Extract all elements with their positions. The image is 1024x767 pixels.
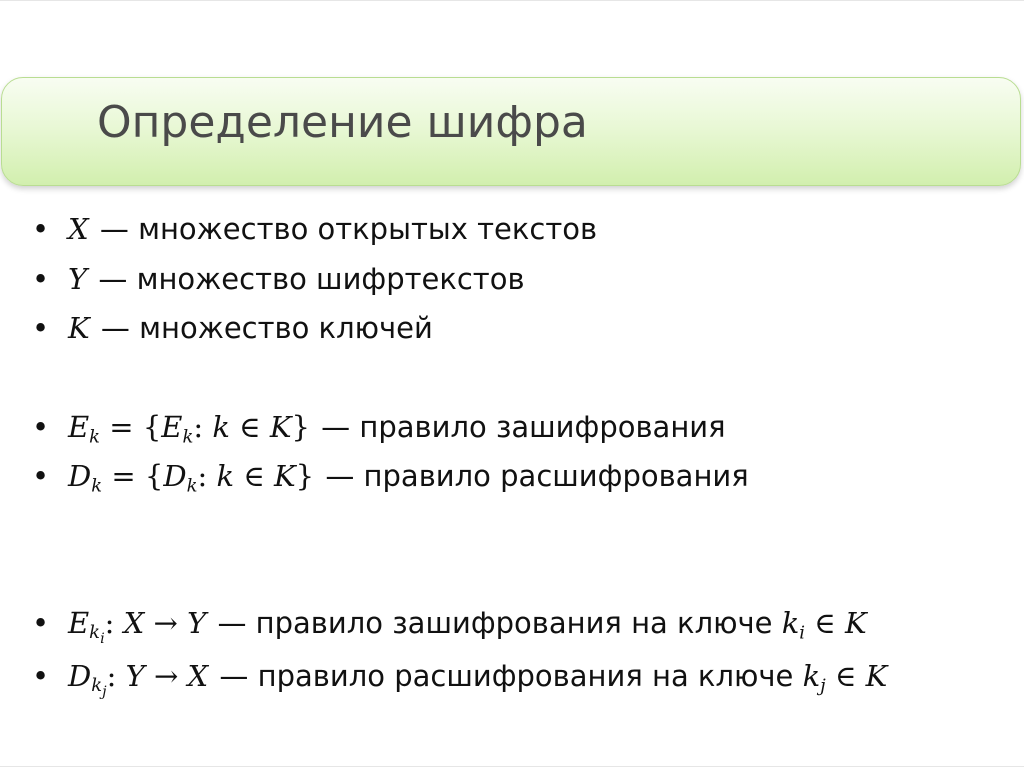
math-symbol: X [187, 659, 209, 693]
math-symbol: K [865, 659, 888, 693]
math-brace: { [142, 410, 162, 444]
math-symbol: E [161, 410, 183, 444]
math-symbol: K [68, 311, 90, 345]
math-operator: = [109, 410, 134, 444]
math-subscript: k [91, 475, 103, 497]
bullet: • [32, 311, 50, 345]
list-item [32, 312, 433, 345]
math-symbol: K [274, 459, 296, 493]
math-operator: ∈ [243, 459, 265, 493]
item-text: — правило зашифрования [321, 410, 726, 444]
formula [68, 410, 310, 448]
formula [68, 459, 315, 497]
formula [68, 659, 209, 701]
math-subscript [89, 622, 105, 648]
math-symbol: k [216, 459, 235, 493]
math-subsubscript: j [102, 684, 107, 701]
math-symbol: E [68, 606, 90, 640]
item-text: — правило расшифрования на ключе [219, 659, 794, 693]
math-subscript: k [186, 475, 198, 497]
bullet: • [32, 659, 50, 693]
item-text: — правило расшифрования [325, 459, 749, 493]
math-subscript: i [799, 622, 806, 644]
bullet: • [32, 606, 50, 640]
math-subsubscript: i [100, 631, 105, 648]
math-subscript: j [820, 675, 826, 697]
math-operator: → [154, 659, 179, 693]
slide-title: Определение шифра [97, 97, 588, 148]
math-symbol: D [163, 459, 187, 493]
math-symbol: K [844, 606, 867, 640]
math-brace: { [144, 459, 164, 493]
math-symbol: D [68, 459, 92, 493]
math-brace: } [295, 459, 315, 493]
item-text: — множество шифртекстов [98, 262, 525, 296]
formula [68, 606, 207, 648]
math-operator: ∈ [814, 606, 836, 640]
formula [781, 606, 867, 644]
math-subscript-symbol: k [91, 675, 103, 697]
item-text: — множество ключей [100, 311, 433, 345]
math-subscript [91, 675, 107, 701]
formula [802, 659, 888, 697]
math-operator: ∈ [834, 659, 857, 693]
math-symbol: Y [68, 262, 88, 296]
math-brace: } [291, 410, 310, 444]
bullet: • [32, 410, 50, 444]
math-symbol: D [68, 659, 92, 693]
math-operator: : [193, 410, 204, 444]
math-symbol: Y [125, 659, 145, 693]
bullet: • [32, 262, 50, 296]
list-item [32, 459, 749, 497]
item-text: — множество открытых текстов [99, 212, 598, 246]
math-symbol: E [68, 410, 90, 444]
math-subscript: k [89, 426, 101, 448]
list-item [32, 606, 867, 648]
math-operator: : [197, 459, 208, 493]
math-operator: ∈ [239, 410, 261, 444]
math-symbol: Y [187, 606, 207, 640]
bullet: • [32, 459, 50, 493]
list-item [32, 213, 597, 246]
math-operator: : [104, 606, 115, 640]
math-symbol: K [269, 410, 292, 444]
math-symbol: k [781, 606, 800, 640]
math-symbol: X [68, 212, 89, 246]
math-symbol: X [123, 606, 145, 640]
bullet: • [32, 212, 50, 246]
item-text: — правило зашифрования на ключе [217, 606, 773, 640]
math-operator: = [111, 459, 136, 493]
math-symbol: k [802, 659, 821, 693]
list-item [32, 410, 726, 448]
math-operator: : [106, 659, 117, 693]
math-operator: → [153, 606, 178, 640]
math-subscript: k [182, 426, 194, 448]
math-symbol: k [212, 410, 230, 444]
math-subscript-symbol: k [89, 622, 101, 644]
list-item [32, 263, 525, 296]
list-item [32, 659, 888, 701]
